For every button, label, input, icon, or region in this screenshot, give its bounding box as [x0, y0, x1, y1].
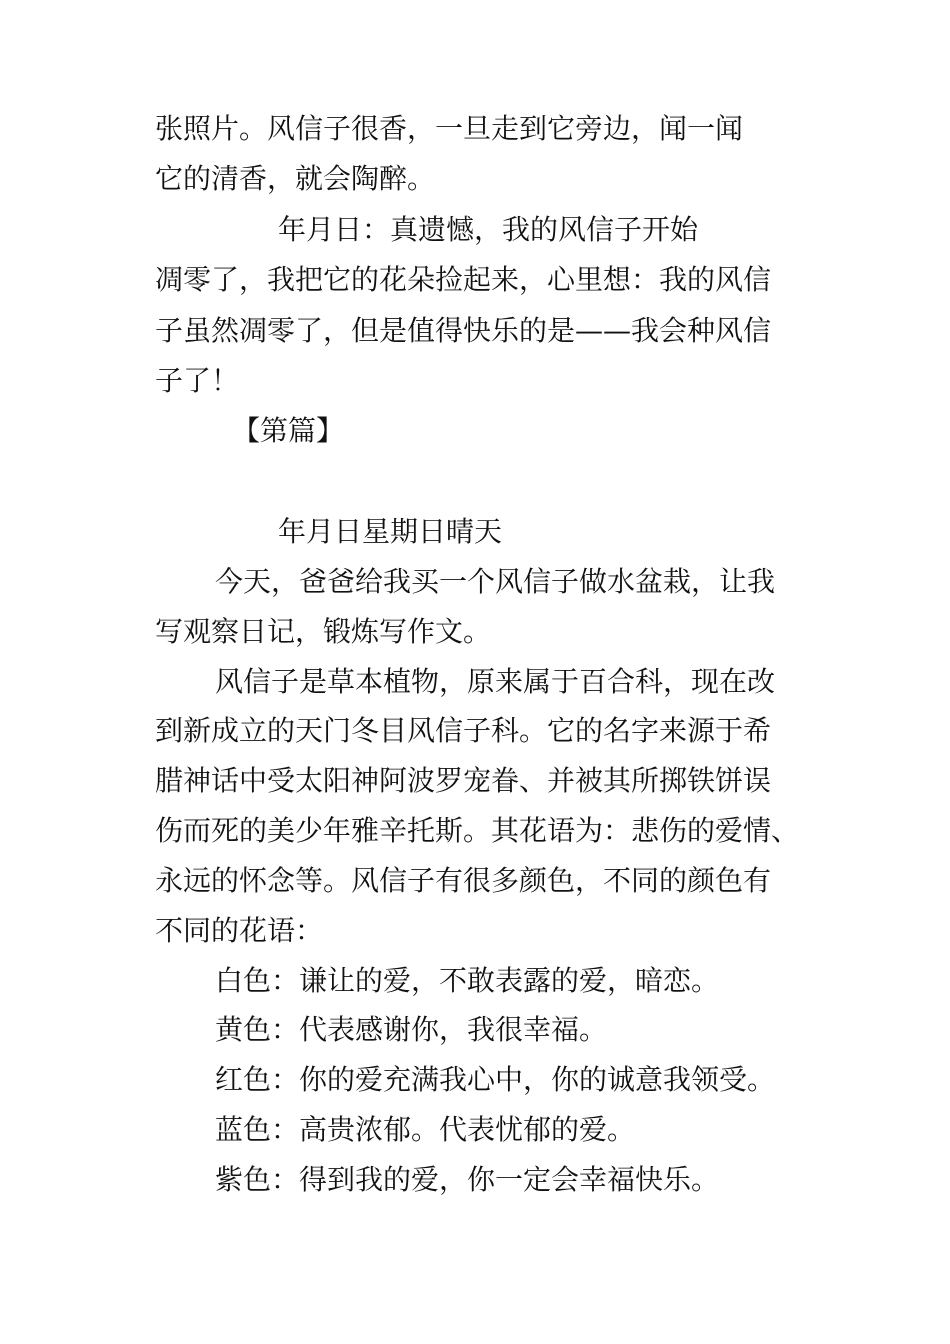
- text-line: 凋零了，我把它的花朵捡起来，心里想：我的风信: [155, 263, 772, 296]
- text-line: 子虽然凋零了，但是值得快乐的是——我会种风信: [155, 314, 772, 347]
- flower-meaning-red: 红色：你的爱充满我心中，你的诚意我领受。: [215, 1063, 776, 1096]
- section-heading: 【第篇】: [232, 414, 345, 447]
- text-line: 伤而死的美少年雅辛托斯。其花语为：悲伤的爱情、: [155, 814, 800, 847]
- text-line: 腊神话中受太阳神阿波罗宠眷、并被其所掷铁饼误: [155, 764, 772, 797]
- flower-meaning-white: 白色：谦让的爱，不敢表露的爱，暗恋。: [215, 964, 720, 997]
- flower-meaning-purple: 紫色：得到我的爱，你一定会幸福快乐。: [215, 1163, 720, 1196]
- paragraph-start: 风信子是草本植物，原来属于百合科，现在改: [215, 665, 776, 698]
- text-line: 永远的怀念等。风信子有很多颜色，不同的颜色有: [155, 864, 772, 897]
- text-line: 它的清香，就会陶醉。: [155, 162, 436, 195]
- text-line: 子了！: [155, 364, 240, 397]
- paragraph-start: 今天，爸爸给我买一个风信子做水盆栽，让我: [215, 565, 776, 598]
- diary-entry-date: 年月日星期日晴天: [278, 515, 503, 548]
- diary-entry-date: 年月日：真遗憾，我的风信子开始: [278, 213, 699, 246]
- text-line: 到新成立的天门冬目风信子科。它的名字来源于希: [155, 714, 772, 747]
- flower-meaning-yellow: 黄色：代表感谢你，我很幸福。: [215, 1013, 608, 1046]
- text-line: 写观察日记，锻炼写作文。: [155, 615, 492, 648]
- text-line: 张照片。风信子很香，一旦走到它旁边，闻一闻: [155, 112, 744, 145]
- flower-meaning-blue: 蓝色：高贵浓郁。代表忧郁的爱。: [215, 1113, 636, 1146]
- text-line: 不同的花语：: [155, 914, 324, 947]
